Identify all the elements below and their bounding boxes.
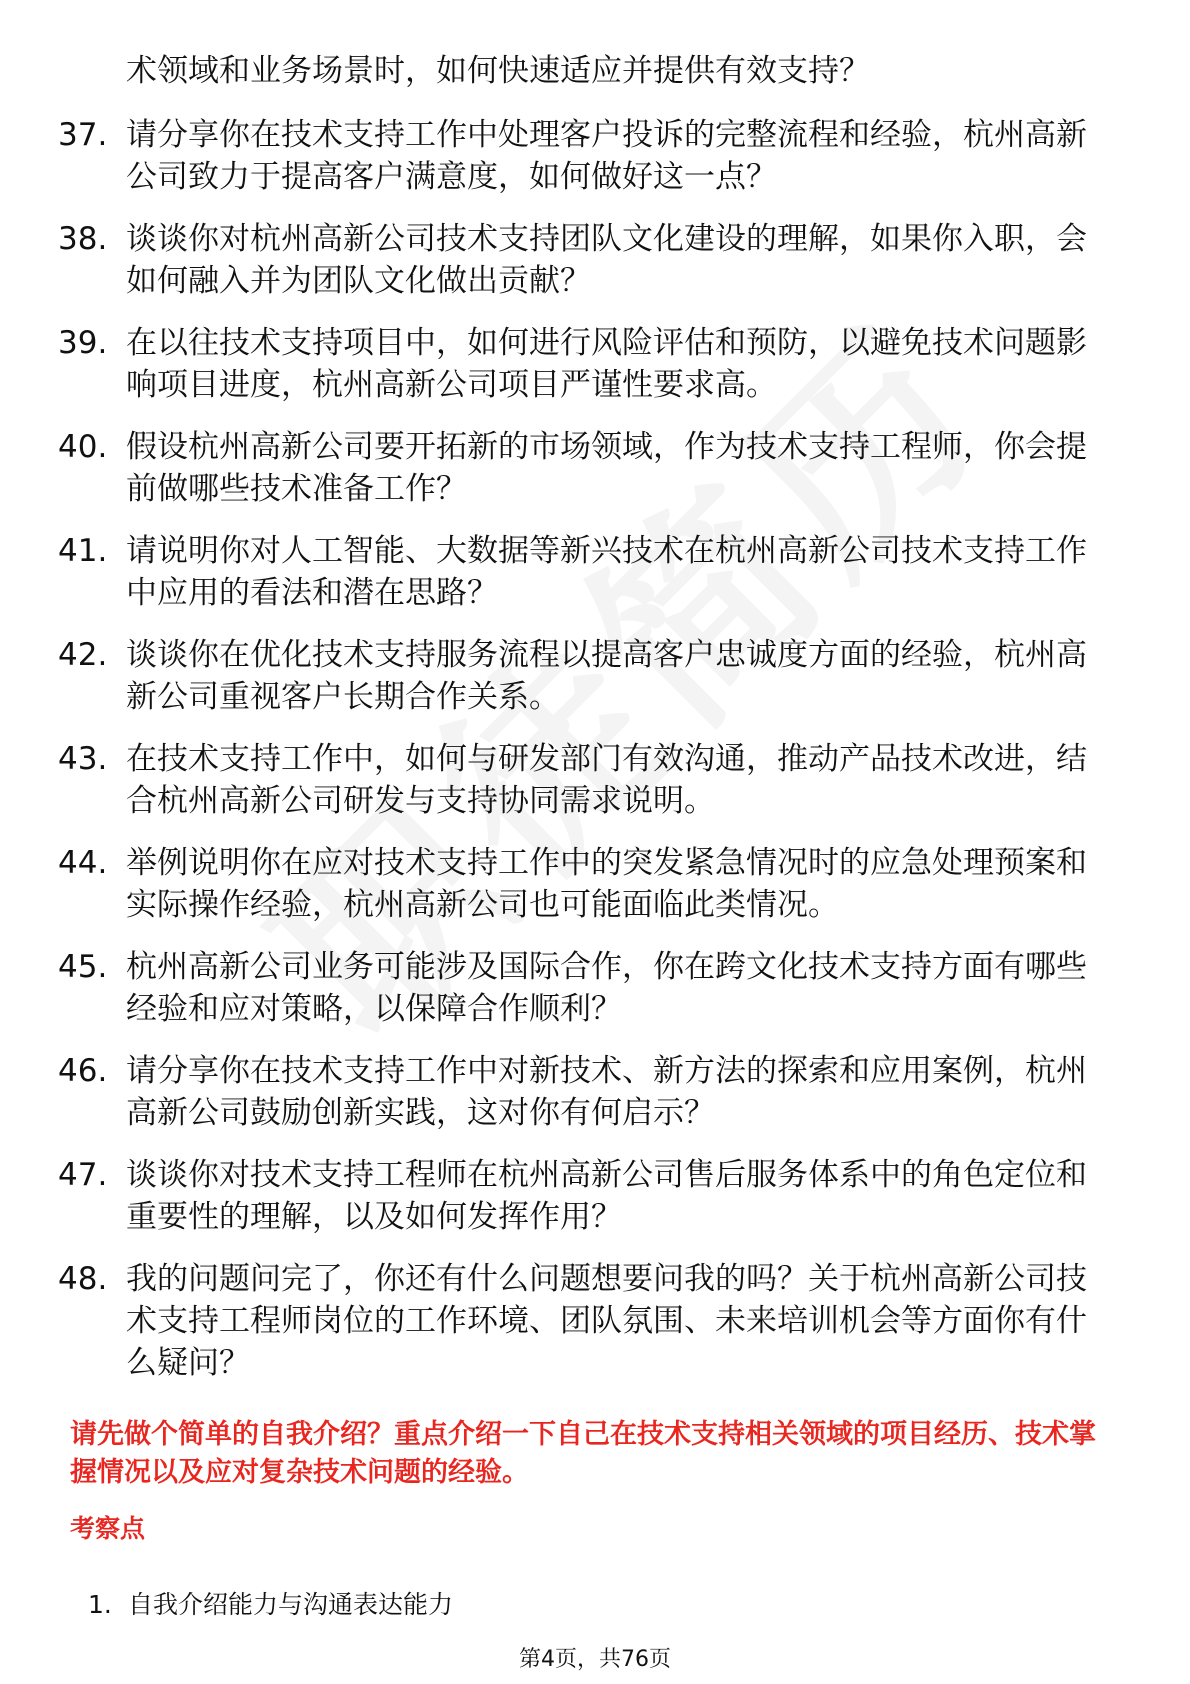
question-text: 杭州高新公司业务可能涉及国际合作，你在跨文化技术支持方面有哪些经验和应对策略，以保障合作顺利？ (126, 949, 1087, 1027)
question-number: 44. (58, 845, 108, 881)
question-number: 41. (58, 533, 108, 569)
question-number: 43. (58, 741, 108, 777)
question-text: 我的问题问完了，你还有什么问题想要问我的吗？关于杭州高新公司技术支持工程师岗位的工作环境、团队氛围、未来培训机会等方面你有什么疑问？ (126, 1261, 1087, 1381)
question-item (58, 530, 1118, 614)
question-number: 39. (58, 325, 108, 361)
question-item (58, 1154, 1118, 1238)
question-item (58, 426, 1118, 510)
question-item (58, 322, 1118, 406)
question-text: 在以往技术支持项目中，如何进行风险评估和预防，以避免技术问题影响项目进度，杭州高新公司项目严谨性要求高。 (126, 325, 1087, 403)
question-text: 请分享你在技术支持工作中对新技术、新方法的探索和应用案例，杭州高新公司鼓励创新实践，这对你有何启示？ (126, 1053, 1087, 1131)
question-item (58, 946, 1118, 1030)
question-number: 48. (58, 1261, 108, 1297)
question-item (58, 1258, 1118, 1384)
continued-question-text: 术领域和业务场景时，如何快速适应并提供有效支持？ (126, 53, 870, 89)
question-item (58, 842, 1118, 926)
question-number: 46. (58, 1053, 108, 1089)
question-list (58, 114, 1118, 1404)
question-item (58, 1050, 1118, 1134)
question-text: 谈谈你对杭州高新公司技术支持团队文化建设的理解，如果你入职，会如何融入并为团队文化做出贡献？ (126, 221, 1087, 299)
question-text: 假设杭州高新公司要开拓新的市场领域，作为技术支持工程师，你会提前做哪些技术准备工作？ (126, 429, 1087, 507)
page-footer: 第4页，共76页 (519, 1647, 671, 1672)
question-number: 42. (58, 637, 108, 673)
question-item (58, 114, 1118, 198)
question-number: 38. (58, 221, 108, 257)
question-number: 45. (58, 949, 108, 985)
question-item (58, 218, 1118, 302)
question-item (58, 634, 1118, 718)
question-text: 谈谈你在优化技术支持服务流程以提高客户忠诚度方面的经验，杭州高新公司重视客户长期合作关系。 (126, 637, 1087, 715)
question-item (58, 738, 1118, 822)
question-text: 谈谈你对技术支持工程师在杭州高新公司售后服务体系中的角色定位和重要性的理解，以及如何发挥作用？ (126, 1157, 1087, 1235)
question-number: 47. (58, 1157, 108, 1193)
intro-question-heading: 请先做个简单的自我介绍？重点介绍一下自己在技术支持相关领域的项目经历、技术掌握情况以及应对复杂技术问题的经验。 (70, 1419, 1096, 1488)
question-number: 37. (58, 117, 108, 153)
question-text: 请分享你在技术支持工作中处理客户投诉的完整流程和经验，杭州高新公司致力于提高客户满意度，如何做好这一点？ (126, 117, 1087, 195)
point-number: 1. (88, 1590, 112, 1619)
question-text: 举例说明你在应对技术支持工作中的突发紧急情况时的应急处理预案和实际操作经验，杭州高新公司也可能面临此类情况。 (126, 845, 1087, 923)
question-text: 请说明你对人工智能、大数据等新兴技术在杭州高新公司技术支持工作中应用的看法和潜在思路？ (126, 533, 1087, 611)
point-text: 自我介绍能力与沟通表达能力 (128, 1590, 454, 1619)
question-number: 40. (58, 429, 108, 465)
section-title: 考察点 (70, 1514, 146, 1543)
assessment-point (88, 1588, 453, 1622)
question-text: 在技术支持工作中，如何与研发部门有效沟通，推动产品技术改进，结合杭州高新公司研发与支持协同需求说明。 (126, 741, 1087, 819)
